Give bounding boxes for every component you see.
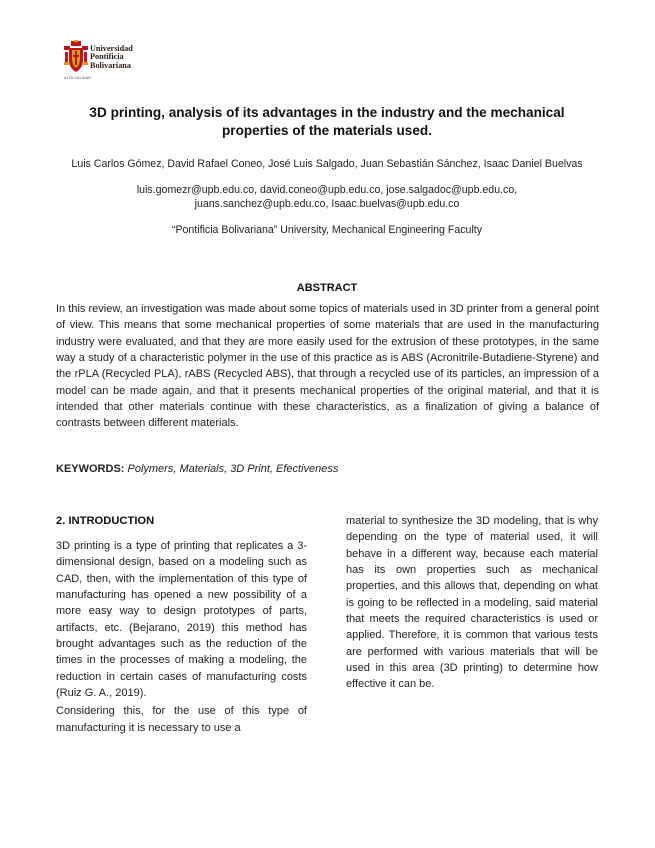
author-list: Luis Carlos Gómez, David Rafael Coneo, José Luis Salgado, Juan Sebastián Sánchez, Isaac Daniel Buelvas	[71, 158, 583, 170]
logo-name-line1: Universidad	[90, 44, 133, 53]
emails-line-2: juans.sanchez@upb.edu.co, Isaac.buelvas@upb.edu.co	[194, 197, 460, 210]
university-logo	[62, 40, 158, 88]
column-right	[346, 513, 598, 693]
affiliation: “Pontificia Bolivariana” University, Mechanical Engineering Faculty	[171, 224, 483, 236]
abstract-body: In this review, an investigation was made about some topics of materials used in 3D printer from a general point of view. This means that some mechanical properties of some materials that are used in the manufacturing industry were evaluated, and that they are more easily used for the extrusion of these prototypes, in the same way a study of a characteristic polymer in the use of this practice as is ABS (Acronitrile-Butadiene-Styrene) and the rPLA (Recycled PLA), rABS (Recycled ABS), that through a recycled use of its particles, an impression of a model can be made again, and that it presents mechanical properties of the original material, and that it is intended that other materials continue with these characteristics, as a finalization of giving a balance of contrasts between different materials.	[56, 303, 599, 430]
crest-icon	[62, 40, 90, 76]
column-left	[56, 538, 307, 736]
intro-paragraph-1: 3D printing is a type of printing that replicates a 3-dimensional design, based on a modeling such as CAD, then, with the implementation of this type of manufacturing has opened a new possibility of a more easy way to design prototypes of parts, artifacts, etc. (Bejarano, 2019) this method has brought advantages such as the reduction of the times in the processes of making a modeling, the reduction in certain cases of manufacturing costs (Ruiz G. A., 2019).	[56, 540, 307, 700]
logo-name-line3: Bolivariana	[90, 60, 131, 70]
keywords-label: KEYWORDS:	[56, 463, 128, 475]
abstract-heading: ABSTRACT	[296, 282, 358, 294]
logo-name-line2: Pontificia	[90, 52, 124, 62]
logo-tagline: ALTA CALIDAD	[64, 76, 92, 80]
intro-paragraph-3: material to synthesize the 3D modeling, that is why depending on the type of material used, it will behave in a different way, because each material has its own properties such as mechanical properties, and this allows that, depending on what is going to be reflected in a modeling, said material that meets the required characteristics is used or applied. Therefore, it is common that various tests are performed with various materials that will be used in this area (3D printing) to determine how effective it can be.	[346, 515, 598, 691]
emails-line-1: luis.gomezr@upb.edu.co, david.coneo@upb.edu.co, jose.salgadoc@upb.edu.co,	[136, 184, 518, 196]
keywords	[56, 462, 599, 476]
author-emails	[56, 184, 598, 211]
intro-paragraph-2: Considering this, for the use of this type of manufacturing it is necessary to use a	[56, 705, 307, 734]
keywords-values: Polymers, Materials, 3D Print, Efectiveness	[127, 463, 339, 475]
section-heading-introduction: 2. INTRODUCTION	[56, 515, 155, 527]
paper-title: 3D printing, analysis of its advantages in the industry and the mechanical properties of the materials used.	[89, 105, 565, 138]
